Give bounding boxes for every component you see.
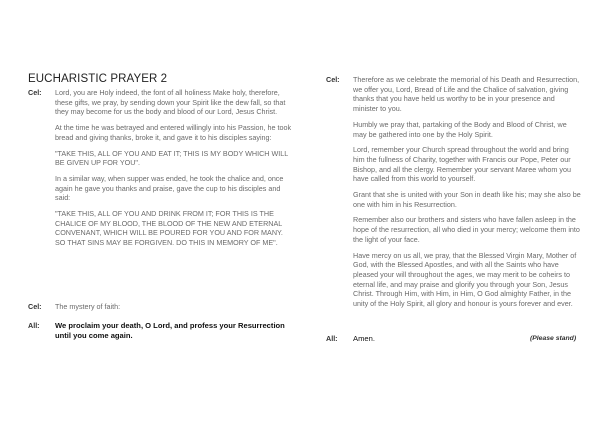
page-title: EUCHARISTIC PRAYER 2 <box>28 73 168 85</box>
paragraph: Lord, remember your Church spread throughout the world and bring him the fullness of Charity, together with Francis our Pope, Peter our Bishop, and all the clergy. Remember your servant Maree whom you have called from this world to yourself. <box>353 145 571 184</box>
mystery-text: The mystery of faith: <box>55 302 121 311</box>
left-celebrant-block <box>28 88 296 248</box>
speaker-label: Cel: <box>28 302 42 311</box>
paragraph: "TAKE THIS, ALL OF YOU AND EAT IT; THIS IS MY BODY WHICH WILL BE GIVEN UP FOR YOU". <box>55 148 289 168</box>
paragraph: Have mercy on us all, we pray, that the Blessed Virgin Mary, Mother of God, with the Blessed Apostles, and with all the Saints who have pleased your will throughout the ages, we may merit to be coheirs to eternal life, and may praise and glorify you through your Son, Jesus Christ. Through Him, with Him, in Him, O God almighty Father, in the unity of the Holy Spirit, all glory and honour is yours forever and ever. <box>353 250 577 309</box>
paragraph: At the time he was betrayed and entered willingly into his Passion, he took bread and giving thanks, broke it, and gave it to his disciples saying: <box>55 123 292 142</box>
prayer-text <box>55 88 295 248</box>
speaker-label: All: <box>326 334 338 343</box>
left-all-block <box>28 321 296 341</box>
right-celebrant-block <box>326 75 582 309</box>
speaker-label: Cel: <box>28 88 42 97</box>
paragraph: "TAKE THIS, ALL OF YOU AND DRINK FROM IT; FOR THIS IS THE CHALICE OF MY BLOOD, THE BLOOD OF THE NEW AND ETERNAL CONVENANT, WHICH WILL BE POURED FOR YOU AND FOR MANY. SO THAT SINS MAY BE FORGIVEN. DO THIS IN MEMORY OF ME". <box>55 209 283 248</box>
paragraph: In a similar way, when supper was ended, he took the chalice and, once again he gave you thanks and praise, gave the cup to his disciples and said: <box>55 173 284 203</box>
speaker-label: Cel: <box>326 75 340 84</box>
please-stand-note: (Please stand) <box>530 335 577 342</box>
paragraph: Lord, you are Holy indeed, the font of all holiness Make holy, therefore, these gifts, we pray, by sending down your Spirit like the dew fall, so that they may become for us the body and blood of our Lord, Jesus Christ. <box>55 88 286 117</box>
paragraph: Therefore as we celebrate the memorial of his Death and Resurrection, we offer you, Lord, Bread of Life and the Chalice of salvation, giving thanks that you have held us worthy to be in your presence and minister to you. <box>353 75 580 114</box>
paragraph: Remember also our brothers and sisters who have fallen asleep in the hope of the resurrection, all who died in your mercy; welcome them into the light of your face. <box>353 215 580 244</box>
amen-text: Amen. <box>353 334 375 343</box>
prayer-text <box>353 75 581 309</box>
paragraph: Grant that she is united with your Son in death like his; may she also be one with him in his Resurrection. <box>353 190 581 209</box>
response-text: We proclaim your death, O Lord, and profess your Resurrection until you come again. <box>55 321 285 340</box>
left-mystery-block <box>28 302 296 312</box>
paragraph: Humbly we pray that, partaking of the Body and Blood of Christ, we may be gathered into one by the Holy Spirit. <box>353 119 567 139</box>
speaker-label: All: <box>28 321 40 330</box>
